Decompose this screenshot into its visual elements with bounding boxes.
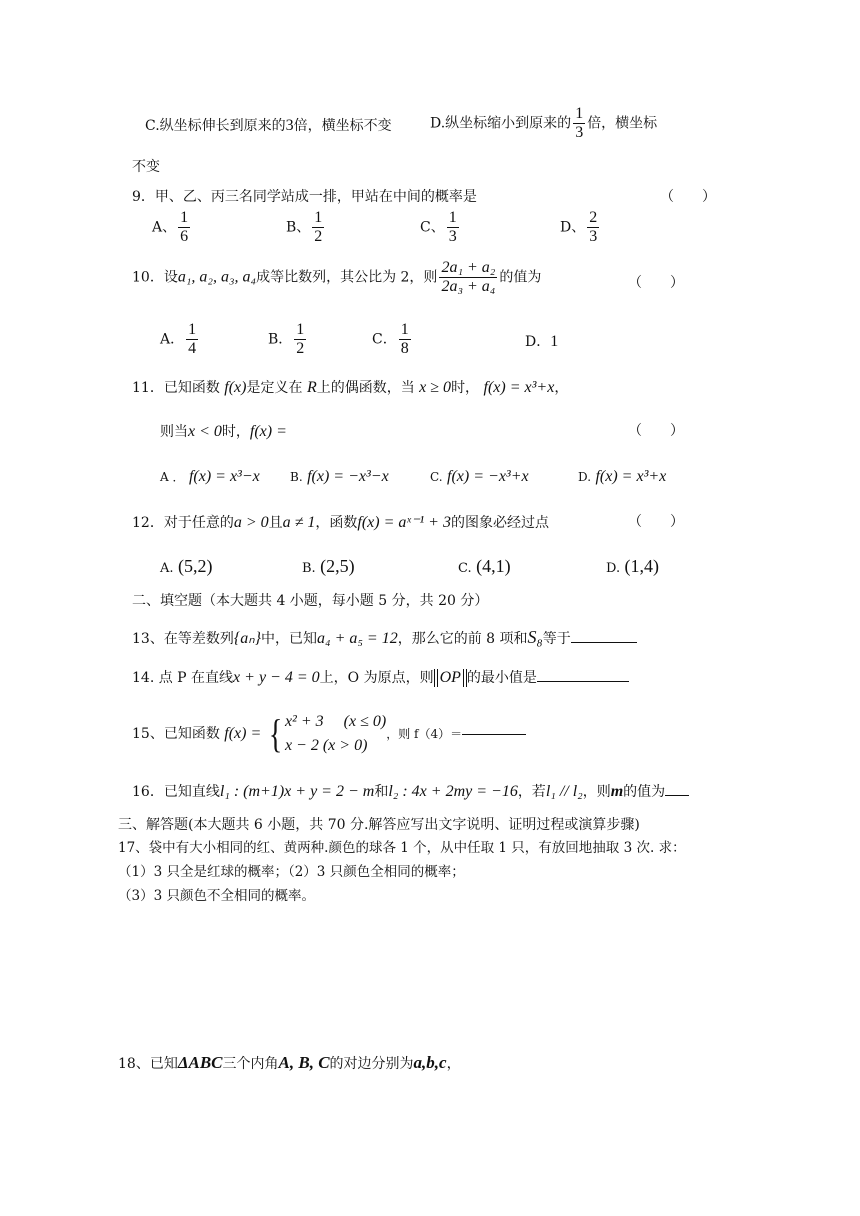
q8-option-d: D.纵坐标缩小到原来的 $\frac{1}{3}$ 倍，横坐标 [430, 105, 658, 141]
q12-option-c: C. (4,1) [458, 556, 511, 576]
q9-stem: 9．甲、乙、丙三名同学站成一排，甲站在中间的概率是 [132, 189, 477, 205]
section-3-heading: 三、解答题(本大题共 6 小题，共 70 分.解答应写出文字说明、证明过程或演算步骤) [118, 817, 640, 833]
q9-answer-paren: （ ） [660, 189, 716, 205]
q15-stem: 15、已知函数 f(x) = { x² + 3 (x ≤ 0) x − 2 (x > 0) ，则 f（4）＝ [132, 710, 526, 758]
q10-option-c: C． $\frac{1}{8}$ [372, 321, 409, 357]
q11-option-a: A ． f(x) = x³−x [160, 468, 260, 485]
q10-b-fraction: $\frac{1}{2}$ [296, 321, 305, 357]
q9-option-b: B、 $\frac{1}{2}$ [286, 209, 323, 245]
q14-stem: 14. 点 P 在直线x + y − 4 = 0上，O 为原点，则 OP 的最小值是 [132, 669, 629, 687]
q15-cases: x² + 3 (x ≤ 0) x − 2 (x > 0) [284, 713, 387, 754]
q18-stem: 18、已知ΔABC三个内角A, B, C的对边分别为a,b,c， [118, 1053, 461, 1072]
q9-b-fraction: $\frac{1}{2}$ [314, 209, 323, 245]
q11-option-c: C. f(x) = −x³+x [430, 468, 529, 485]
q10-a-fraction: $\frac{1}{4}$ [188, 321, 197, 357]
q14-answer-blank[interactable] [537, 681, 629, 682]
q10-c-fraction: $\frac{1}{8}$ [400, 321, 409, 357]
q8-option-c: C.纵坐标伸长到原来的3倍，横坐标不变 [145, 117, 392, 134]
q14-op-abs [434, 669, 467, 687]
q14-op-inner: OP [437, 669, 464, 687]
q10-option-a: A． $\frac{1}{4}$ [160, 321, 197, 357]
q12-option-d: D. (1,4) [606, 556, 660, 576]
q15-brace: { [268, 711, 283, 756]
q11-stem-line2: 则当x < 0时，f(x) = [160, 423, 287, 440]
q11-option-b: B. f(x) = −x³−x [290, 468, 389, 485]
q10-option-d: D．1 [525, 333, 559, 350]
section-2-heading: 二、填空题（本大题共 4 小题，每小题 5 分，共 20 分） [132, 593, 489, 609]
q12-stem: 12．对于任意的a > 0且a ≠ 1，函数f(x) = aˣ⁻¹ + 3的图象必经过点 [132, 514, 549, 531]
q9-a-fraction: $\frac{1}{6}$ [180, 209, 189, 245]
q9-d-fraction: $\frac{2}{3}$ [589, 209, 598, 245]
q9-option-c: C、 $\frac{1}{3}$ [420, 209, 457, 245]
q10-fraction: $\frac{\text{2a₁ + a₂}}{\text{2a₃ + a₄}}$ [441, 259, 496, 295]
q10-stem: 10．设a₁, a₂, a₃, a₄成等比数列，其公比为 2，则 $\frac{\text{2a₁ + a₂}}{\text{2a₃ + a₄}}$ 的值为 [132, 259, 542, 295]
q17-line-2: （1）3 只全是红球的概率；（2）3 只颜色全相同的概率； [118, 864, 465, 880]
q10-option-b: B． $\frac{1}{2}$ [268, 321, 305, 357]
q11-stem: 11．已知函数 f(x)是定义在 R上的偶函数，当 x ≥ 0时， f(x) = x³+x， [132, 379, 569, 396]
q16-answer-blank[interactable] [665, 795, 689, 796]
q12-option-a: A. (5,2) [160, 556, 213, 576]
q10-answer-paren: （ ） [628, 275, 684, 291]
q8-option-d-continued: 不变 [132, 159, 160, 175]
q16-stem: 16．已知直线l₁ : (m+1)x + y = 2 − m和l₂ : 4x + 2my = −16，若l₁ // l₂，则m的值为 [132, 784, 689, 800]
q12-answer-paren: （ ） [628, 514, 684, 530]
q17-line-3: （3）3 只颜色不全相同的概率。 [118, 888, 315, 904]
q9-c-fraction: $\frac{1}{3}$ [448, 209, 457, 245]
q11-option-d: D. f(x) = x³+x [578, 468, 667, 485]
q15-answer-blank[interactable] [462, 734, 526, 735]
q13-stem: 13、在等差数列{aₙ}中，已知a₄ + a₅ = 12，那么它的前 8 项和S₈等于 [132, 628, 637, 647]
q9-option-a: A、 $\frac{1}{6}$ [152, 209, 189, 245]
q11-answer-paren: （ ） [628, 423, 684, 439]
q17-line-1: 17、袋中有大小相同的红、黄两种.颜色的球各 1 个，从中任取 1 只，有放回地抽取 3 次. 求： [118, 840, 686, 856]
q12-option-b: B. (2,5) [302, 556, 355, 576]
q8-d-fraction: $\frac{1}{3}$ [575, 105, 584, 141]
q13-answer-blank[interactable] [571, 642, 637, 643]
q9-option-d: D、 $\frac{2}{3}$ [560, 209, 598, 245]
